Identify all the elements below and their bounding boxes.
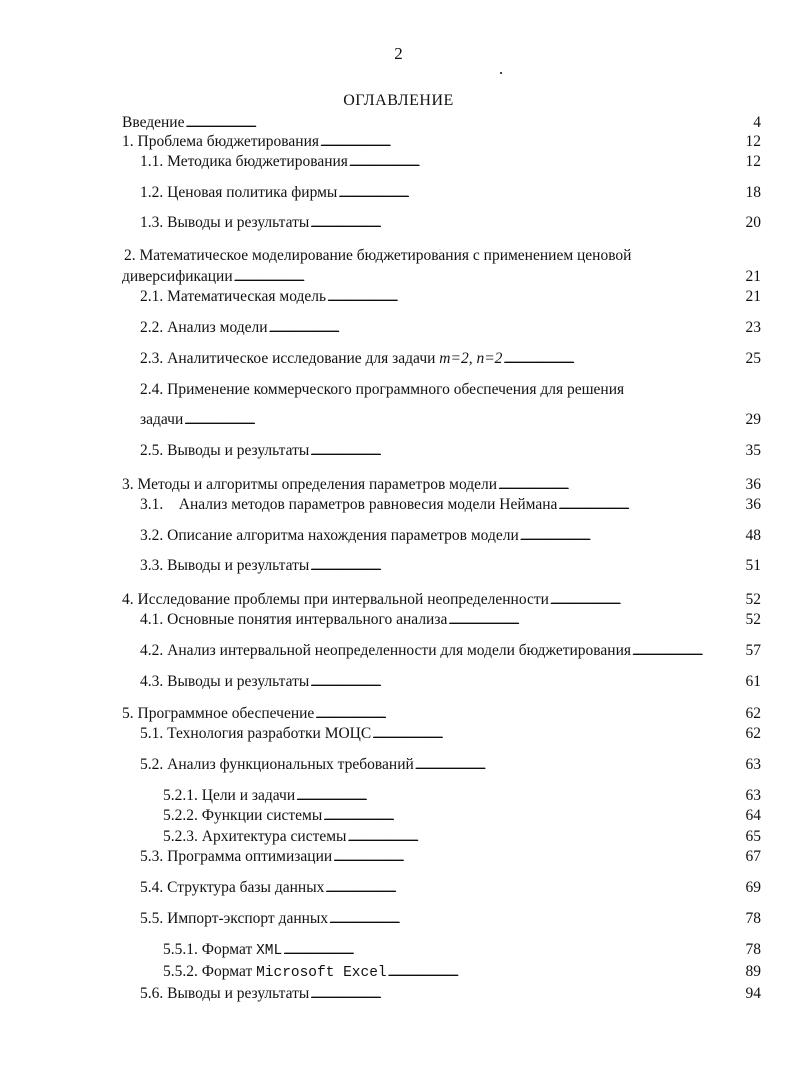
toc-entry-3-3[interactable] — [140, 557, 761, 576]
toc-entry-5-2-3[interactable] — [163, 828, 761, 847]
toc-entry-label — [163, 963, 387, 982]
toc-entry-label: 3.1. Анализ методов параметров равновесия модели Неймана — [140, 496, 558, 513]
toc-entry-label: Введение — [122, 114, 185, 131]
toc-entry-5-1[interactable] — [140, 725, 761, 744]
toc-entry-page: 52 — [745, 591, 761, 608]
toc-leader-dots — [323, 807, 744, 826]
toc-entry-4-1[interactable] — [140, 611, 761, 630]
toc-entry-page: 18 — [745, 184, 761, 201]
toc-entry-1-2[interactable] — [140, 184, 761, 203]
toc-entry-label: 4.1. Основные понятия интервального анализа — [140, 611, 448, 628]
toc-entry-label: 1. Проблема бюджетирования — [122, 133, 319, 150]
toc-leader-dots — [329, 910, 744, 929]
toc-entry-2-5[interactable] — [140, 442, 761, 461]
toc-leader-dots — [296, 787, 744, 806]
toc-entry-page: 65 — [745, 828, 761, 845]
toc-entry-label: 3.2. Описание алгоритма нахождения параметров модели — [140, 527, 519, 544]
toc-leader-dots — [333, 848, 744, 867]
toc-entry-page: 63 — [745, 756, 761, 773]
toc-entry-code: Microsoft Excel — [256, 965, 387, 981]
toc-entry-label: 1.1. Методика бюджетирования — [140, 153, 348, 170]
toc-entry-chapter-5[interactable] — [122, 705, 761, 724]
toc-leader-dots — [349, 153, 745, 172]
toc-leader-dots — [184, 411, 744, 430]
toc-entry-label: 1.2. Ценовая политика фирмы — [140, 184, 338, 201]
toc-leader-dots — [315, 705, 744, 724]
toc-entry-label: диверсификации — [122, 268, 233, 285]
toc-entry-chapter-4[interactable] — [122, 591, 761, 610]
toc-entry-5-5-1[interactable] — [163, 941, 761, 960]
toc-entry-label: 3. Методы и алгоритмы определения параметров модели — [122, 476, 498, 493]
toc-leader-dots — [448, 611, 744, 630]
toc-entry-label: 1.3. Выводы и результаты — [140, 214, 310, 231]
toc-entry-label: 5.3. Программа оптимизации — [140, 848, 333, 865]
scan-speck — [500, 72, 502, 74]
toc-entry-1-1[interactable] — [140, 153, 761, 172]
toc-leader-dots — [498, 476, 744, 495]
toc-entry-label: 5. Программное обеспечение — [122, 705, 315, 722]
toc-entry-2-3[interactable] — [140, 350, 761, 369]
toc-entry-label — [140, 350, 502, 368]
toc-entry-5-5-2[interactable] — [163, 963, 761, 982]
toc-entry-page: 62 — [745, 725, 761, 742]
toc-entry-page: 4 — [753, 114, 761, 131]
toc-leader-dots — [185, 114, 752, 133]
toc-entry-page: 36 — [745, 476, 761, 493]
toc-entry-3-1[interactable] — [140, 496, 761, 515]
toc-entry-4-3[interactable] — [140, 673, 761, 692]
toc-leader-dots — [310, 985, 744, 1004]
toc-leader-dots — [325, 879, 744, 898]
toc-entry-5-5[interactable] — [140, 910, 761, 929]
toc-entry-2-4-line1[interactable]: 2.4. Применение коммерческого программного обеспечения для решения — [140, 381, 625, 398]
toc-entry-chapter-2-line1[interactable]: 2. Математическое моделирование бюджетирования с применением ценовой — [124, 247, 632, 264]
toc-entry-label: 5.2.1. Цели и задачи — [163, 787, 296, 804]
toc-entry-label: 2.5. Выводы и результаты — [140, 442, 310, 459]
toc-entry-1-3[interactable] — [140, 214, 761, 233]
toc-entry-page: 25 — [745, 350, 761, 367]
toc-entry-code: XML — [256, 943, 283, 959]
toc-entry-label — [163, 941, 282, 960]
toc-entry-page: 52 — [745, 611, 761, 628]
toc-leader-dots — [234, 268, 745, 287]
toc-entry-5-3[interactable] — [140, 848, 761, 867]
toc-leader-dots — [310, 673, 744, 692]
toc-entry-page: 36 — [745, 496, 761, 513]
toc-leader-dots — [520, 527, 745, 546]
toc-entry-5-4[interactable] — [140, 879, 761, 898]
toc-entry-page: 78 — [745, 941, 761, 958]
toc-leader-dots — [415, 756, 745, 775]
toc-entry-label: 4. Исследование проблемы при интервальной неопределенности — [122, 591, 549, 608]
toc-entry-label: 5.5. Импорт-экспорт данных — [140, 910, 329, 927]
toc-title: ОГЛАВЛЕНИЕ — [343, 92, 454, 109]
toc-entry-label-text: 2.3. Аналитическое исследование для задачи — [140, 350, 436, 367]
toc-entry-chapter-2[interactable] — [122, 268, 761, 287]
toc-entry-page: 12 — [745, 133, 761, 150]
toc-entry-5-2[interactable] — [140, 756, 761, 775]
toc-entry-label: 5.6. Выводы и результаты — [140, 985, 310, 1002]
toc-entry-2-4[interactable] — [140, 411, 761, 430]
toc-entry-page: 69 — [745, 879, 761, 896]
toc-entry-label: 5.4. Структура базы данных — [140, 879, 325, 896]
toc-entry-page: 29 — [745, 411, 761, 428]
toc-entry-page: 35 — [745, 442, 761, 459]
toc-entry-4-2[interactable] — [140, 642, 761, 661]
toc-entry-page: 64 — [745, 807, 761, 824]
toc-leader-dots — [269, 319, 745, 338]
toc-leader-dots — [338, 184, 744, 203]
toc-entry-label: 4.2. Анализ интервальной неопределенности для модели бюджетирования — [140, 642, 632, 659]
toc-leader-dots — [503, 350, 744, 369]
toc-leader-dots — [372, 725, 744, 744]
toc-entry-math: m=2, n=2 — [439, 350, 503, 367]
toc-entry-2-2[interactable] — [140, 319, 761, 338]
toc-entry-label: 5.2.3. Архитектура системы — [163, 828, 347, 845]
toc-leader-dots — [310, 214, 744, 233]
toc-leader-dots — [632, 642, 744, 661]
toc-entry-label: 5.2. Анализ функциональных требований — [140, 756, 414, 773]
toc-entry-page: 51 — [745, 557, 761, 574]
toc-entry-label-text: 5.5.1. Формат — [163, 941, 253, 958]
toc-entry-page: 57 — [745, 642, 761, 659]
toc-entry-page: 62 — [745, 705, 761, 722]
toc-leader-dots — [347, 828, 744, 847]
toc-entry-page: 21 — [745, 288, 761, 305]
toc-entry-page: 89 — [745, 963, 761, 980]
page-number: 2 — [394, 44, 403, 63]
toc-entry-label: 2.1. Математическая модель — [140, 288, 327, 305]
toc-entry-chapter-3[interactable] — [122, 476, 761, 495]
toc-entry-page: 12 — [745, 153, 761, 170]
toc-entry-label: 5.2.2. Функции системы — [163, 807, 323, 824]
toc-entry-page: 61 — [745, 673, 761, 690]
toc-leader-dots — [558, 496, 744, 515]
toc-entry-3-2[interactable] — [140, 527, 761, 546]
toc-leader-dots — [550, 591, 745, 610]
toc-entry-5-2-1[interactable] — [163, 787, 761, 806]
toc-entry-label-text: 5.5.2. Формат — [163, 963, 253, 980]
toc-entry-page: 94 — [745, 985, 761, 1002]
toc-entry-label: 5.1. Технология разработки МОЦС — [140, 725, 372, 742]
toc-entry-5-6[interactable] — [140, 985, 761, 1004]
toc-entry-page: 23 — [745, 319, 761, 336]
toc-leader-dots — [310, 442, 744, 461]
toc-leader-dots — [388, 963, 745, 982]
toc-leader-dots — [327, 288, 744, 307]
toc-entry-label: 2.2. Анализ модели — [140, 319, 268, 336]
toc-leader-dots — [320, 133, 745, 152]
toc-entry-label: 4.3. Выводы и результаты — [140, 673, 310, 690]
toc-entry-label: задачи — [140, 411, 184, 428]
toc-leader-dots — [283, 941, 744, 960]
toc-entry-label: 3.3. Выводы и результаты — [140, 557, 310, 574]
toc-entry-page: 20 — [745, 214, 761, 231]
toc-entry-page: 63 — [745, 787, 761, 804]
toc-entry-intro[interactable] — [122, 114, 761, 133]
toc-entry-page: 21 — [745, 268, 761, 285]
toc-entry-chapter-1[interactable] — [122, 133, 761, 152]
toc-leader-dots — [310, 557, 744, 576]
toc-entry-5-2-2[interactable] — [163, 807, 761, 826]
toc-entry-page: 48 — [745, 527, 761, 544]
toc-entry-page: 78 — [745, 910, 761, 927]
toc-entry-page: 67 — [745, 848, 761, 865]
toc-entry-2-1[interactable] — [140, 288, 761, 307]
